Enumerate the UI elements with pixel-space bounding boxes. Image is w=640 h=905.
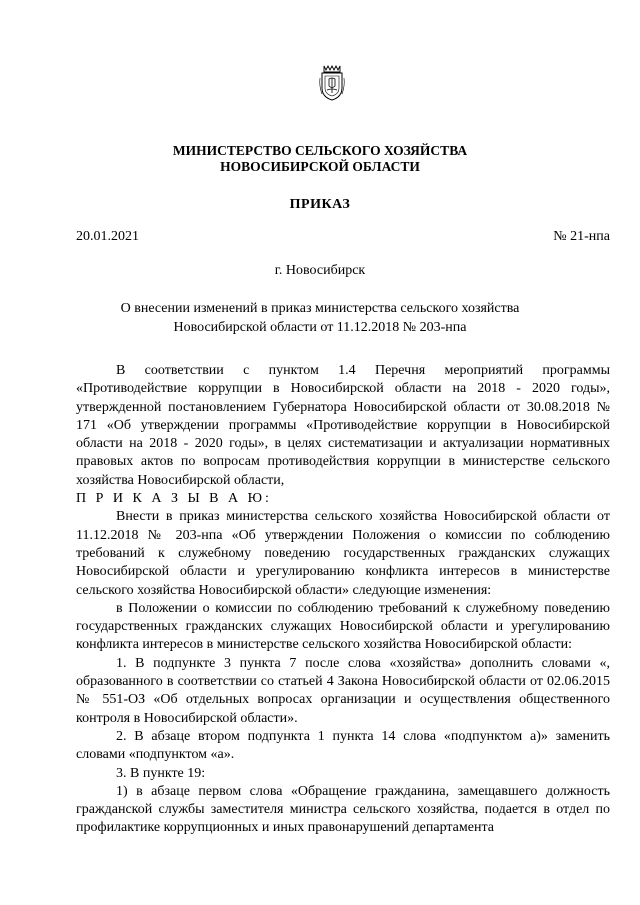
document-date: 20.01.2021	[76, 229, 139, 244]
coat-of-arms-emblem	[318, 64, 346, 102]
document-city: г. Новосибирск	[274, 263, 366, 278]
order-word: П Р И К А З Ы В А Ю:	[76, 491, 272, 507]
body-paragraph: Внести в приказ министерства сельского хозяйства Новосибирской области от 11.12.2018 № 203-нпа «Об утверждении Положения о комиссии по соблюдению требований к служебному поведению государственных гражданских служащих Новосибирской области и урегулированию конфликта интересов в министерстве сельского хозяйства Новосибирской области» следующие изменения:	[76, 509, 610, 598]
body-paragraph-item-1: 1. В подпункте 3 пункта 7 после слова «хозяйства» дополнить словами «, образованного в соответствии со статьей 4 Закона Новосибирской области от 02.06.2015 № 551-ОЗ «Об отдельных вопросах организации и осуществления общественного контроля в Новосибирской области».	[76, 655, 610, 726]
ministry-title-line2: НОВОСИБИРСКОЙ ОБЛАСТИ	[220, 159, 420, 174]
body-paragraph: в Положении о комиссии по соблюдению требований к служебному поведению государственных гражданских служащих Новосибирской области и урегулированию конфликта интересов в министерстве сельского хозяйства Новосибирской области:	[76, 600, 610, 653]
body-paragraph-item-2: 2. В абзаце втором подпункта 1 пункта 14 слова «подпунктом а)» заменить словами «подпунктом «а».	[76, 728, 610, 763]
document-number: № 21-нпа	[553, 229, 610, 244]
body-paragraph-item-3: 3. В пункте 19:	[116, 765, 206, 781]
document-body	[76, 362, 610, 838]
document-subject: О внесении изменений в приказ министерства сельского хозяйства Новосибирской области от 11.12.2018 № 203-нпа	[120, 301, 520, 335]
preamble-text: В соответствии с пунктом 1.4 Перечня мероприятий программы «Противодействие коррупции в Новосибирской области на 2018 - 2020 годы», утвержденной постановлением Губернатора Новосибирской области от 30.08.2018 № 171 «Об утверждении программы «Противодействие коррупции в Новосибирской области на 2018 - 2020 годы», в целях систематизации и актуализации нормативных правовых актов по вопросам противодействия коррупции в министерстве сельского хозяйства Новосибирской области,	[76, 363, 610, 488]
body-paragraph-subitem-1: 1) в абзаце первом слова «Обращение гражданина, замещавшего должность гражданской службы заместителя министра сельского хозяйства, подается в отдел по профилактике коррупционных и иных правонарушений департамента	[76, 783, 610, 836]
ministry-title-line1: МИНИСТЕРСТВО СЕЛЬСКОГО ХОЗЯЙСТВА	[172, 143, 468, 158]
body-paragraph-preamble	[76, 362, 610, 508]
document-type-title: ПРИКАЗ	[289, 197, 351, 212]
